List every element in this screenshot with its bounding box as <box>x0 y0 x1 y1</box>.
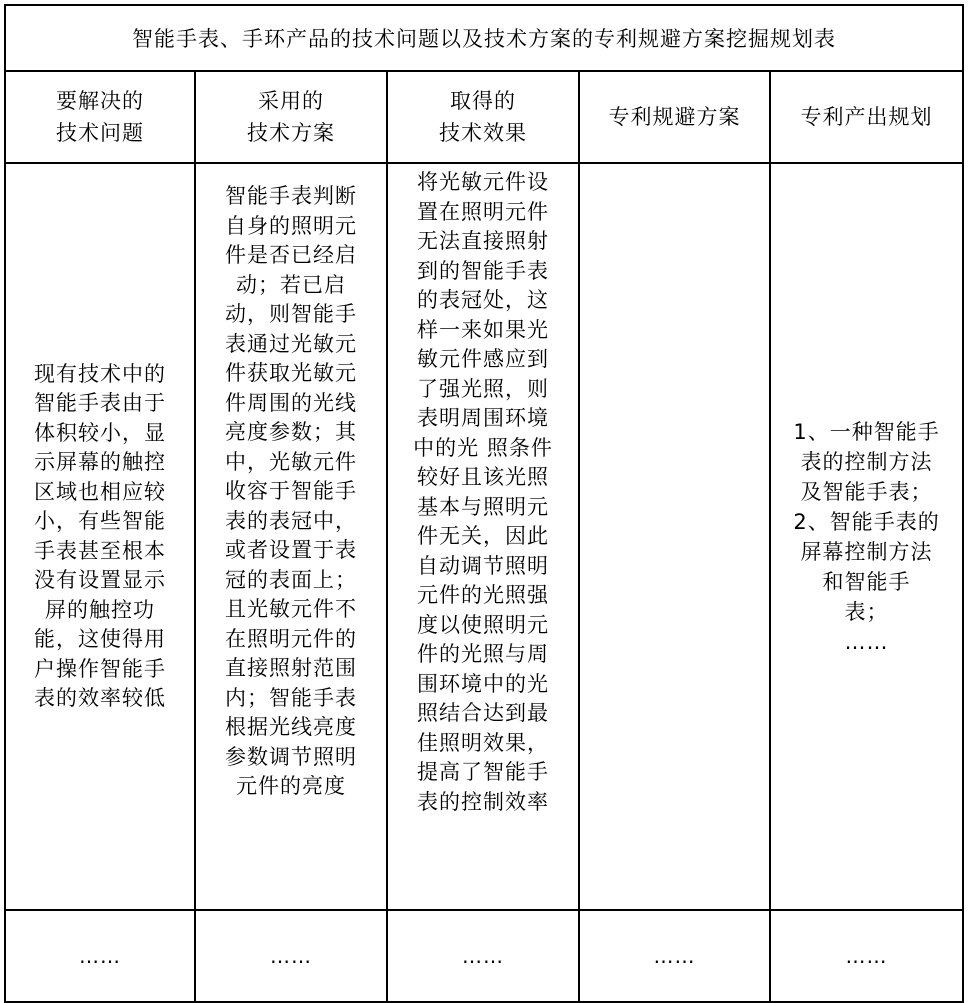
cell-patent-output-plan: 1、一种智能手 表的控制方法 及智能手表； 2、智能手表的 屏幕控制方法 和智能手 表； …… <box>770 163 963 910</box>
header-technical-effect: 取得的 技术效果 <box>387 71 579 163</box>
footer-row <box>5 910 963 1002</box>
footer-ellipsis-4: …… <box>579 910 770 1002</box>
header-technical-problem: 要解决的 技术问题 <box>5 71 195 163</box>
title-row <box>5 5 963 71</box>
patent-avoidance-planning-table <box>4 4 964 1003</box>
header-row <box>5 71 963 163</box>
footer-ellipsis-1: …… <box>5 910 195 1002</box>
cell-technical-effect: 将光敏元件设 置在照明元件 无法直接照射 到的智能手表 的表冠处，这 样一来如果光 敏元件感应到 了强光照，则 表明周围环境 中的光 照条件 较好且该光照 基本与照明元 件无关，因此 自动调节照明 元件的光照强 度以使照明元 件的光照与周 围环境中的光 照结合达到最 佳照明效果， 提高了智能手 表的控制效率 <box>387 163 579 910</box>
footer-ellipsis-5: …… <box>770 910 963 1002</box>
cell-technical-solution: 智能手表判断 自身的照明元 件是否已经启 动；若已启 动，则智能手 表通过光敏元 件获取光敏元 件周围的光线 亮度参数；其 中，光敏元件 收容于智能手 表的表冠中， 或者设置于表 冠的表面上； 且光敏元件不 在照明元件的 直接照射范围 内；智能手表 根据光线亮度 参数调节照明 元件的亮度 <box>195 163 387 910</box>
content-row <box>5 163 963 910</box>
header-patent-avoidance: 专利规避方案 <box>579 71 770 163</box>
cell-patent-avoidance <box>579 163 770 910</box>
footer-ellipsis-2: …… <box>195 910 387 1002</box>
cell-technical-problem: 现有技术中的 智能手表由于 体积较小，显 示屏幕的触控 区域也相应较 小，有些智能 手表甚至根本 没有设置显示 屏的触控功 能，这使得用 户操作智能手 表的效率较低 <box>5 163 195 910</box>
header-technical-solution: 采用的 技术方案 <box>195 71 387 163</box>
table-title: 智能手表、手环产品的技术问题以及技术方案的专利规避方案挖掘规划表 <box>5 5 963 71</box>
footer-ellipsis-3: …… <box>387 910 579 1002</box>
header-patent-output-plan: 专利产出规划 <box>770 71 963 163</box>
